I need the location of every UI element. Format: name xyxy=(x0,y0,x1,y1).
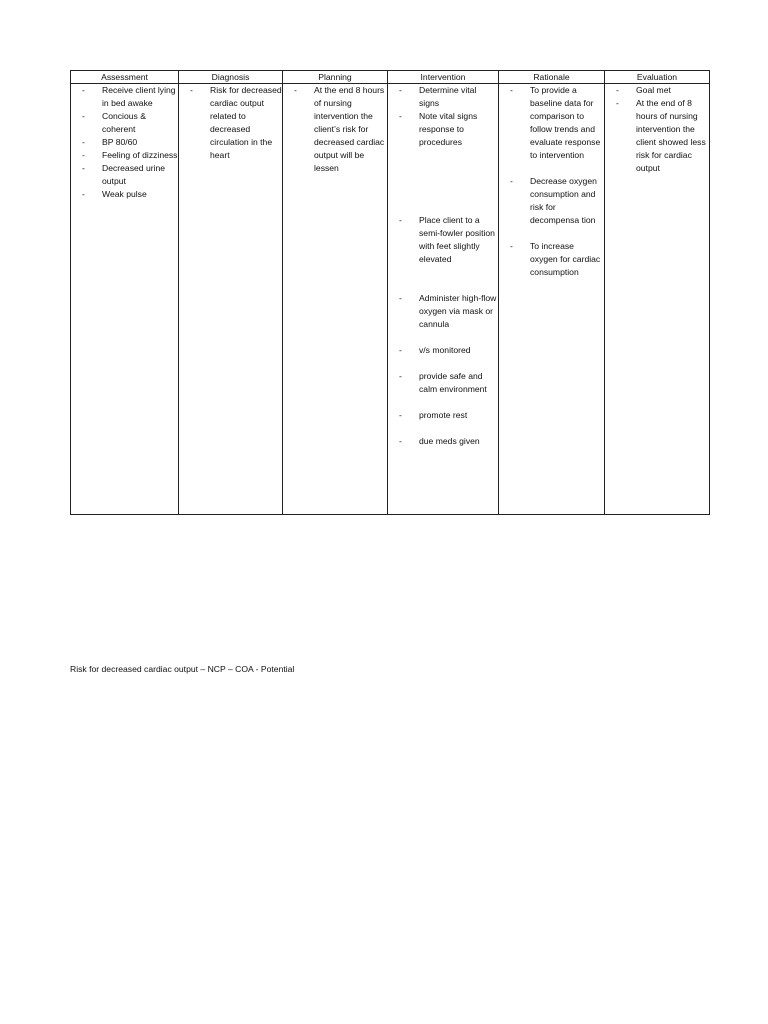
intervention-item: - due meds given xyxy=(388,435,498,448)
intervention-item: - Administer high-flow oxygen via mask or cannula xyxy=(388,292,498,331)
assessment-item: - Receive client lying in bed awake xyxy=(71,84,178,110)
header-evaluation: Evaluation xyxy=(605,71,710,84)
assessment-item: - Decreased urine output xyxy=(71,162,178,188)
evaluation-item: - Goal met xyxy=(605,84,709,97)
header-intervention: Intervention xyxy=(388,71,499,84)
diagnosis-item: - Risk for decreased cardiac output related to decreased circulation in the heart xyxy=(179,84,282,162)
header-rationale: Rationale xyxy=(499,71,605,84)
diagnosis-cell xyxy=(179,84,283,515)
assessment-cell xyxy=(71,84,179,515)
rationale-cell xyxy=(499,84,605,515)
table-row xyxy=(71,84,710,515)
assessment-item: - Feeling of dizziness xyxy=(71,149,178,162)
rationale-item: - To increase oxygen for cardiac consumption xyxy=(499,240,604,279)
assessment-item: - Weak pulse xyxy=(71,188,178,201)
header-planning: Planning xyxy=(283,71,388,84)
rationale-item: - To provide a baseline data for comparison to follow trends and evaluate response to intervention xyxy=(499,84,604,162)
planning-cell xyxy=(283,84,388,515)
rationale-item: - Decrease oxygen consumption and risk for decompensa tion xyxy=(499,175,604,227)
intervention-item: - Note vital signs response to procedures xyxy=(388,110,498,149)
intervention-item: - promote rest xyxy=(388,409,498,422)
intervention-item: - Place client to a semi-fowler position with feet slightly elevated xyxy=(388,214,498,266)
table-header-row xyxy=(71,71,710,84)
ncp-table xyxy=(70,70,710,515)
intervention-item: - Determine vital signs xyxy=(388,84,498,110)
header-diagnosis: Diagnosis xyxy=(179,71,283,84)
intervention-item: - v/s monitored xyxy=(388,344,498,357)
assessment-item: - BP 80/60 xyxy=(71,136,178,149)
planning-item: - At the end 8 hours of nursing intervention the client’s risk for decreased cardiac output will be lessen xyxy=(283,84,387,175)
document-caption: Risk for decreased cardiac output – NCP – COA - Potential xyxy=(70,664,295,674)
intervention-cell xyxy=(388,84,499,515)
evaluation-cell xyxy=(605,84,710,515)
assessment-item: - Concious & coherent xyxy=(71,110,178,136)
intervention-item: - provide safe and calm environment xyxy=(388,370,498,396)
evaluation-item: - At the end of 8 hours of nursing intervention the client showed less risk for cardiac output xyxy=(605,97,709,175)
header-assessment: Assessment xyxy=(71,71,179,84)
